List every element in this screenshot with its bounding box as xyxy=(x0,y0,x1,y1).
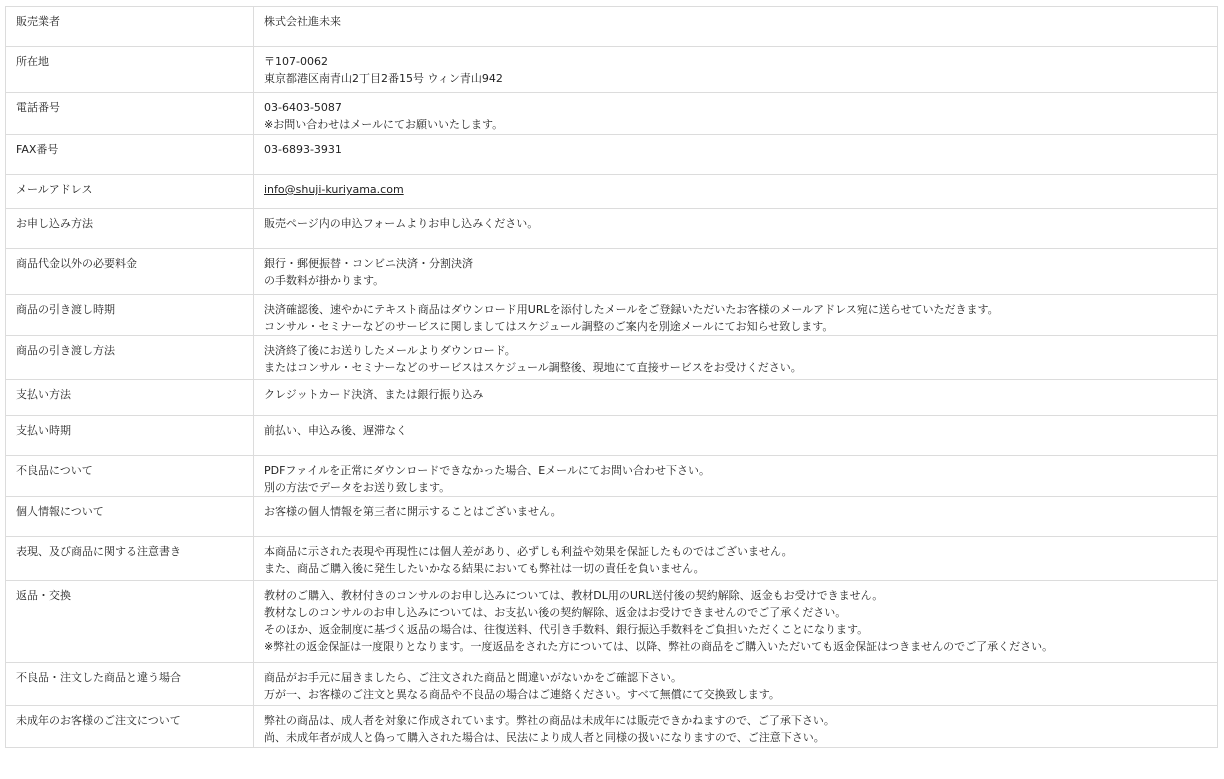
row-value xyxy=(254,581,1218,663)
row-value xyxy=(254,175,1218,209)
table-row xyxy=(6,336,1218,380)
row-value xyxy=(254,663,1218,706)
row-label: FAX番号 xyxy=(6,135,254,175)
table-row xyxy=(6,209,1218,249)
row-value xyxy=(254,497,1218,537)
row-label: 商品代金以外の必要料金 xyxy=(6,249,254,295)
row-label: 所在地 xyxy=(6,47,254,93)
row-value-line: 万が一、お客様のご注文と異なる商品や不良品の場合はご連絡ください。すべて無償にて交換致します。 xyxy=(264,688,780,701)
row-label: 支払い方法 xyxy=(6,380,254,416)
table-row xyxy=(6,175,1218,209)
table-row xyxy=(6,249,1218,295)
table-row xyxy=(6,663,1218,706)
row-label: 表現、及び商品に関する注意書き xyxy=(6,537,254,581)
row-value-line: 03-6893-3931 xyxy=(264,143,342,156)
row-label: 返品・交換 xyxy=(6,581,254,663)
row-value-line: 別の方法でデータをお送り致します。 xyxy=(264,481,451,494)
row-value xyxy=(254,336,1218,380)
table-row xyxy=(6,93,1218,135)
row-label: メールアドレス xyxy=(6,175,254,209)
row-value-line: 商品がお手元に届きましたら、ご注文された商品と間違いがないかをご確認下さい。 xyxy=(264,671,682,684)
row-value xyxy=(254,416,1218,456)
row-value-line: そのほか、返金制度に基づく返品の場合は、往復送料、代引き手数料、銀行振込手数料をご負担いただくことになります。 xyxy=(264,623,869,636)
row-value-line: の手数料が掛かります。 xyxy=(264,274,385,287)
row-value-line: 株式会社進未来 xyxy=(264,15,341,28)
row-value-line: 03-6403-5087 xyxy=(264,101,342,114)
email-link[interactable]: info@shuji-kuriyama.com xyxy=(264,183,404,196)
row-value-line: 決済確認後、速やかにテキスト商品はダウンロード用URLを添付したメールをご登録いただいたお客様のメールアドレス宛に送らせていただきます。 xyxy=(264,303,999,316)
row-value-line: お客様の個人情報を第三者に開示することはございません。 xyxy=(264,505,562,518)
row-value xyxy=(254,537,1218,581)
row-value-line: 銀行・郵便振替・コンビニ決済・分割決済 xyxy=(264,257,473,270)
row-value-line: ※弊社の返金保証は一度限りとなります。一度返品をされた方については、以降、弊社の商品をご購入いただいても返金保証はつきませんのでご了承ください。 xyxy=(264,640,1054,653)
table-row xyxy=(6,706,1218,748)
row-value-line: 教材のご購入、教材付きのコンサルのお申し込みについては、教材DL用のURL送付後の契約解除、返金もお受けできません。 xyxy=(264,589,884,602)
row-label: 支払い時期 xyxy=(6,416,254,456)
row-value xyxy=(254,47,1218,93)
row-value-line: 東京都港区南青山2丁目2番15号 ウィン青山942 xyxy=(264,72,503,85)
row-value xyxy=(254,135,1218,175)
table-row xyxy=(6,7,1218,47)
row-value-line: コンサル・セミナーなどのサービスに関しましてはスケジュール調整のご案内を別途メールにてお知らせ致します。 xyxy=(264,320,834,333)
table-row xyxy=(6,47,1218,93)
table-row xyxy=(6,537,1218,581)
table-row xyxy=(6,295,1218,336)
row-value xyxy=(254,249,1218,295)
row-value-line: 尚、未成年者が成人と偽って購入された場合は、民法により成人者と同様の扱いになりますので、ご注意下さい。 xyxy=(264,731,825,744)
row-label: 商品の引き渡し時期 xyxy=(6,295,254,336)
row-value-line: 販売ページ内の申込フォームよりお申し込みください。 xyxy=(264,217,539,230)
row-value-line: 教材なしのコンサルのお申し込みについては、お支払い後の契約解除、返金はお受けできませんのでご了承ください。 xyxy=(264,606,847,619)
row-label: お申し込み方法 xyxy=(6,209,254,249)
row-value xyxy=(254,706,1218,748)
row-value-line: PDFファイルを正常にダウンロードできなかった場合、Eメールにてお問い合わせ下さい。 xyxy=(264,464,710,477)
row-label: 商品の引き渡し方法 xyxy=(6,336,254,380)
row-value-line: 弊社の商品は、成人者を対象に作成されています。弊社の商品は未成年には販売できかねますので、ご了承下さい。 xyxy=(264,714,835,727)
row-value-line: 決済終了後にお送りしたメールよりダウンロード。 xyxy=(264,344,516,357)
row-label: 個人情報について xyxy=(6,497,254,537)
row-label: 不良品・注文した商品と違う場合 xyxy=(6,663,254,706)
table-row xyxy=(6,416,1218,456)
row-label: 不良品について xyxy=(6,456,254,497)
row-value xyxy=(254,93,1218,135)
table-row xyxy=(6,135,1218,175)
row-value xyxy=(254,295,1218,336)
row-value-line: 〒107-0062 xyxy=(264,55,328,68)
row-label: 未成年のお客様のご注文について xyxy=(6,706,254,748)
row-label: 販売業者 xyxy=(6,7,254,47)
table-row xyxy=(6,380,1218,416)
table-row xyxy=(6,581,1218,663)
row-value xyxy=(254,380,1218,416)
row-value xyxy=(254,456,1218,497)
row-label: 電話番号 xyxy=(6,93,254,135)
table-row xyxy=(6,497,1218,537)
row-value-line: クレジットカード決済、または銀行振り込み xyxy=(264,388,484,401)
row-value-line: ※お問い合わせはメールにてお願いいたします。 xyxy=(264,118,504,131)
legal-notice-table xyxy=(5,6,1218,748)
table-row xyxy=(6,456,1218,497)
row-value xyxy=(254,209,1218,249)
legal-notice-body xyxy=(6,7,1218,748)
row-value xyxy=(254,7,1218,47)
row-value-line: 前払い、申込み後、遅滞なく xyxy=(264,424,407,437)
row-value-line: 本商品に示された表現や再現性には個人差があり、必ずしも利益や効果を保証したものではございません。 xyxy=(264,545,793,558)
row-value-line: またはコンサル・セミナーなどのサービスはスケジュール調整後、現地にて直接サービスをお受けください。 xyxy=(264,361,802,374)
row-value-line: また、商品ご購入後に発生したいかなる結果においても弊社は一切の責任を負いません。 xyxy=(264,562,705,575)
